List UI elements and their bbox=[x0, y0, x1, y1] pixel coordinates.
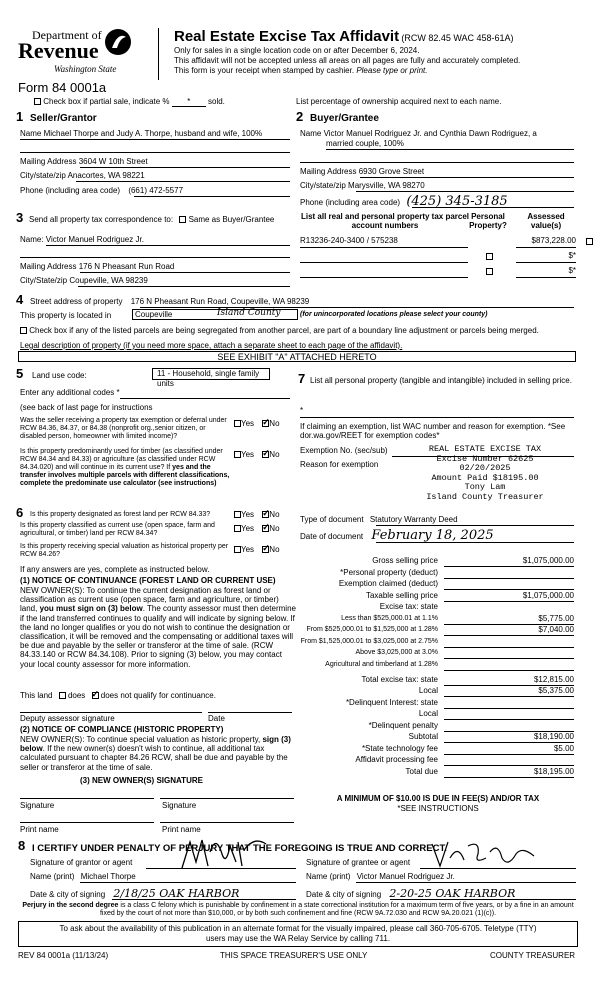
forest-q2-no-checkbox[interactable] bbox=[262, 525, 269, 532]
perjury-text: is a class C felony which is punishable by confinement in a state correctional institution for a maximum term of five years, or by a fine in an amount fixed by the court of not more than $10,000, or by both such confinement and fine (RCW 9A.72.030 and RCW 9A.20.021 (1)(c)). bbox=[99, 902, 574, 918]
buyer-city-row bbox=[300, 181, 425, 190]
same-as-buyer-checkbox[interactable] bbox=[179, 216, 186, 223]
buyer-heading: Buyer/Grantee bbox=[310, 113, 379, 124]
notice1-body-b: . The county assessor must then determine if the land transferred continues to qualify and will indicate by signing below. If the land no longer qualifies or you do not wish to continue the designation or classification, it will be removed and the compensating or additional taxes will be due and payable by the seller or transferor at the time of sale. (RCW 84.33.140 or RCW 84.34.108). Prior to signing (3) below, you may contact your local county assessor for more information. bbox=[20, 604, 296, 669]
tax-row-value[interactable] bbox=[444, 637, 574, 648]
q2-answers bbox=[234, 450, 280, 459]
parcel-row bbox=[300, 266, 576, 276]
tax-row bbox=[296, 721, 576, 733]
buyer-name-label: Name bbox=[300, 129, 322, 138]
tax-row bbox=[296, 767, 576, 779]
legal-label: Legal description of property (if you need more space, attach a separate sheet to each page of the affidavit). bbox=[20, 341, 403, 350]
parcel-number[interactable]: R13236-240-3400 / 575238 bbox=[300, 236, 398, 245]
assessed-value[interactable]: $873,228.00 bbox=[531, 236, 576, 245]
street-row bbox=[30, 297, 309, 306]
deputy-sig-label: Deputy assessor signature bbox=[20, 714, 115, 723]
additional-codes-value[interactable]: * bbox=[116, 388, 120, 397]
correspondence-label: Send all property tax correspondence to: bbox=[29, 215, 174, 224]
doc-type-field[interactable]: Statutory Warranty Deed bbox=[369, 515, 458, 524]
seller-name-label: Name bbox=[20, 129, 42, 138]
complete-note: If any answers are yes, complete as instructed below. bbox=[20, 565, 210, 574]
additional-codes-label: Enter any additional codes bbox=[20, 388, 115, 397]
section-7-number: 7 bbox=[298, 371, 306, 386]
personal-property-checkbox[interactable] bbox=[486, 268, 493, 275]
exemption-note: If claiming an exemption, list WAC number and reason for exemption. *See dor.wa.gov/REET for exemption codes* bbox=[300, 422, 566, 441]
segregated-label: Check box if any of the listed parcels are being segregated from another parcel, are part of a boundary line adjustment or parcels being merged. bbox=[29, 326, 539, 335]
tax-row-value[interactable]: $5.00 bbox=[444, 744, 574, 755]
notice1-body-a: NEW OWNER(S): To continue the current designation as forest land or classification as current use (open space, farm and agriculture, or timber) land, bbox=[20, 586, 279, 614]
q1-yes-checkbox[interactable] bbox=[234, 420, 241, 427]
footer-county: COUNTY TREASURER bbox=[490, 951, 576, 960]
forest-q1-answers bbox=[234, 510, 280, 519]
buyer-phone-label: Phone (including area code) bbox=[300, 198, 401, 207]
tax-row-label: *State technology fee bbox=[361, 743, 438, 753]
tax-row-label: *Delinquent penalty bbox=[368, 720, 438, 730]
exemption-deferral-question: Was the seller receiving a property tax exemption or deferral under RCW 84.36, 84.37, or 84.38 (nonprofit org.,senior citizen, or disabled person, homeowner with limited income)? bbox=[20, 417, 227, 441]
perjury-notice bbox=[18, 902, 578, 918]
stamp-line4: Amount Paid $18195.00 bbox=[431, 472, 539, 483]
tax-row bbox=[296, 744, 576, 756]
legal-description-box[interactable] bbox=[18, 351, 576, 362]
tax-row-value[interactable] bbox=[444, 721, 574, 732]
county-handwritten: Island County bbox=[217, 308, 281, 318]
tax-row bbox=[296, 686, 576, 698]
unincorporated-note: (for unincorporated locations please select your county) bbox=[300, 311, 488, 318]
seller-city-field[interactable]: Anacortes, WA 98221 bbox=[67, 171, 145, 180]
corr-mailing-label: Mailing Address bbox=[20, 262, 77, 271]
tax-row-label: Less than $525,000.01 at 1.1% bbox=[341, 614, 438, 622]
seller-phone-label: Phone (including area code) bbox=[20, 186, 121, 195]
land-use-select[interactable] bbox=[152, 368, 270, 388]
tax-row-label: Exemption claimed (deduct) bbox=[338, 579, 438, 588]
dor-logo bbox=[18, 26, 148, 78]
forest-q2-answers bbox=[234, 524, 280, 533]
buyer-mailing-label: Mailing Address bbox=[300, 167, 357, 176]
does-checkbox[interactable] bbox=[59, 692, 66, 699]
tax-row-value[interactable]: $5,775.00 bbox=[444, 614, 574, 625]
personal-property-checkbox[interactable] bbox=[586, 238, 593, 245]
notice2-title: (2) NOTICE OF COMPLIANCE (HISTORIC PROPERTY) bbox=[20, 725, 224, 734]
availability-text: To ask about the availability of this publication in an alternate format for the visually impaired, please call 360-705-6705. Teletype (TTY) users may use the WA Relay Service by calling 711. bbox=[59, 924, 537, 943]
corr-mailing-field[interactable]: 176 N Pheasant Run Road bbox=[78, 262, 175, 271]
segregated-row bbox=[20, 326, 539, 335]
q2-no-label: No bbox=[269, 450, 280, 459]
corr-name-field[interactable]: Victor Manuel Rodriguez Jr. bbox=[45, 235, 144, 244]
tax-row-label: Agricultural and timberland at 1.28% bbox=[325, 660, 438, 668]
corr-city-row bbox=[20, 276, 148, 285]
form-title: Real Estate Excise Tax Affidavit bbox=[174, 28, 400, 45]
tax-row-value[interactable] bbox=[444, 709, 574, 720]
notice2-body-a: NEW OWNER(S): To continue special valuation as historic property, bbox=[20, 735, 263, 744]
tax-row-value[interactable]: $12,815.00 bbox=[444, 675, 574, 686]
q1-no-checkbox[interactable] bbox=[262, 420, 269, 427]
tax-row bbox=[296, 637, 576, 649]
section-2-number: 2 bbox=[296, 109, 304, 124]
tax-row bbox=[296, 698, 576, 710]
grantee-name-field[interactable]: Victor Manuel Rodriguez Jr. bbox=[356, 872, 455, 881]
form-number: Form 84 0001a bbox=[18, 80, 107, 95]
tax-row-label: From $1,525,000.01 to $3,025,000 at 2.75% bbox=[300, 637, 438, 645]
tax-row-value[interactable] bbox=[444, 579, 574, 590]
ownership-note: List percentage of ownership acquired next to each name. bbox=[296, 97, 502, 106]
grantor-name-field[interactable]: Michael Thorpe bbox=[80, 872, 136, 881]
owner2-print-label: Print name bbox=[162, 825, 201, 834]
doc-type-label: Type of document bbox=[300, 515, 364, 524]
section-8-number: 8 bbox=[18, 838, 26, 853]
notice2-body bbox=[20, 735, 298, 772]
assessed-value[interactable]: $* bbox=[568, 266, 576, 275]
partial-sale-row bbox=[34, 97, 225, 107]
personal-property-checkbox[interactable] bbox=[486, 253, 493, 260]
located-label: This property is located in bbox=[20, 311, 112, 320]
header-line3-italic: Please type or print. bbox=[356, 66, 428, 75]
forest-q3-yes-checkbox[interactable] bbox=[234, 546, 241, 553]
tax-row bbox=[296, 591, 576, 603]
tax-row-value[interactable]: $18,195.00 bbox=[444, 767, 574, 778]
seller-name-row bbox=[20, 129, 262, 138]
tax-row bbox=[296, 556, 576, 568]
stamp-line2: Excise Number 62625 bbox=[436, 453, 534, 464]
tax-row-value[interactable] bbox=[444, 755, 574, 766]
tax-row-value[interactable]: $7,040.00 bbox=[444, 625, 574, 636]
tax-row-value[interactable]: $1,075,000.00 bbox=[444, 591, 574, 602]
tax-row-label: Affidavit processing fee bbox=[355, 755, 438, 764]
grantor-sig-label: Signature of grantor or agent bbox=[30, 858, 133, 867]
parcel-row bbox=[300, 251, 576, 261]
forest-q3-no-label: No bbox=[269, 545, 280, 554]
tax-row bbox=[296, 732, 576, 744]
forest-q1-yes-label: Yes bbox=[241, 510, 255, 519]
footer-rev: REV 84 0001a (11/13/24) bbox=[18, 951, 109, 960]
dept-line1: Department of bbox=[32, 28, 102, 42]
corr-city-label: City/State/zip bbox=[20, 276, 68, 285]
tax-row-label: Total excise tax: state bbox=[361, 674, 438, 684]
tax-row bbox=[296, 675, 576, 687]
tax-row-value[interactable] bbox=[444, 568, 574, 579]
doc-date-label: Date of document bbox=[300, 532, 364, 541]
tax-row-value[interactable]: $5,375.00 bbox=[444, 686, 574, 697]
section-1-number: 1 bbox=[16, 109, 24, 124]
q1-answers bbox=[234, 419, 280, 428]
does-not-checkbox[interactable] bbox=[92, 692, 99, 699]
stamp-line1: REAL ESTATE EXCISE TAX bbox=[428, 444, 542, 454]
grantee-name-label: Name (print) bbox=[306, 872, 351, 881]
corr-name-row bbox=[20, 235, 144, 244]
deputy-date-label: Date bbox=[208, 714, 225, 723]
tax-row-label: Local bbox=[418, 686, 438, 695]
tax-row-value[interactable]: $18,190.00 bbox=[444, 732, 574, 743]
notice3-title: (3) NEW OWNER(S) SIGNATURE bbox=[80, 776, 203, 785]
located-select[interactable] bbox=[132, 309, 298, 320]
seller-name-field[interactable]: Michael Thorpe and Judy A. Thorpe, husband and wife, 100% bbox=[43, 129, 263, 138]
forest-q2-yes-checkbox[interactable] bbox=[234, 525, 241, 532]
seller-mailing-field[interactable]: 3604 W 10th Street bbox=[78, 157, 148, 166]
partial-sale-checkbox[interactable] bbox=[34, 98, 41, 105]
tax-row-label: *Personal property (deduct) bbox=[340, 567, 438, 577]
q1-yes-label: Yes bbox=[241, 419, 255, 428]
buyer-mailing-row bbox=[300, 167, 424, 176]
assessed-col-header: Assessed value(s) bbox=[527, 212, 565, 231]
stamp-line3: 02/20/2025 bbox=[459, 463, 511, 474]
land-use-value: 11 - Household, single family units bbox=[157, 369, 260, 388]
forest-q3-answers bbox=[234, 545, 280, 554]
tax-row-label: Total due bbox=[405, 766, 438, 776]
forest-q3-no-checkbox[interactable] bbox=[262, 546, 269, 553]
treasurer-stamp bbox=[400, 445, 570, 502]
tax-row bbox=[296, 625, 576, 637]
forest-q1-yes-checkbox[interactable] bbox=[234, 511, 241, 518]
seller-mailing-row bbox=[20, 157, 148, 166]
street-label: Street address of property bbox=[30, 297, 123, 306]
personal-property-label: List all personal property (tangible and intangible) included in selling price. bbox=[310, 376, 572, 385]
tax-row bbox=[296, 648, 576, 660]
form-title-ref: (RCW 82.45 WAC 458-61A) bbox=[401, 33, 514, 43]
tax-row bbox=[296, 709, 576, 721]
notice2-bold: sign (3) below bbox=[20, 735, 291, 754]
tax-row-label: Above $3,025,000 at 3.0% bbox=[355, 649, 438, 656]
q2-no-checkbox[interactable] bbox=[262, 451, 269, 458]
header-line3-row bbox=[174, 66, 427, 75]
dor-emblem-icon bbox=[104, 28, 132, 56]
tax-row-label: Excise tax: state bbox=[379, 602, 438, 611]
corr-mailing-row bbox=[20, 262, 174, 271]
doc-date-field[interactable]: February 18, 2025 bbox=[371, 528, 494, 543]
header-line1: Only for sales in a single location code on or after December 6, 2024. bbox=[174, 46, 420, 55]
tax-row-label: *Delinquent Interest: state bbox=[345, 697, 438, 707]
located-value: Coupeville bbox=[135, 310, 173, 319]
street-field[interactable]: 176 N Pheasant Run Road, Coupeville, WA 98239 bbox=[130, 297, 310, 306]
dept-line3: Washington State bbox=[54, 64, 117, 74]
tax-row-label: Taxable selling price bbox=[365, 590, 438, 600]
buyer-phone-field[interactable]: (425) 345-3185 bbox=[406, 194, 508, 209]
grantee-name-row bbox=[306, 872, 455, 881]
timber-question-bold: yes and the transfer involves multiple parcels with different classifications, complete the predominate use calculator (see instructions) bbox=[20, 464, 230, 488]
buyer-name-line1[interactable]: Victor Manuel Rodriguez Jr. and Cynthia Dawn Rodriguez, a bbox=[323, 129, 537, 138]
partial-sale-sold: sold. bbox=[208, 97, 225, 106]
continuance-row bbox=[20, 691, 216, 700]
forest-q3-yes-label: Yes bbox=[241, 545, 255, 554]
seller-phone-row bbox=[20, 186, 183, 195]
stamp-line6: Island County Treasurer bbox=[426, 491, 544, 502]
seller-phone-field[interactable]: (661) 472-5577 bbox=[128, 186, 184, 195]
grantee-date-label: Date & city of signing bbox=[306, 890, 382, 899]
form-title-row bbox=[174, 28, 514, 45]
timber-question bbox=[20, 448, 232, 488]
footer-treasurer-space: THIS SPACE TREASURER'S USE ONLY bbox=[220, 951, 368, 960]
grantor-name-row bbox=[30, 872, 136, 881]
segregated-checkbox[interactable] bbox=[20, 327, 27, 334]
same-as-buyer-label: Same as Buyer/Grantee bbox=[188, 215, 275, 224]
forest-q2-no-label: No bbox=[269, 524, 280, 533]
forest-q3: Is this property receiving special valuation as historical property per RCW 84.26? bbox=[20, 543, 229, 559]
tax-row-value[interactable]: $1,075,000.00 bbox=[444, 556, 574, 567]
notice1-title: (1) NOTICE OF CONTINUANCE (FOREST LAND OR CURRENT USE) bbox=[20, 576, 276, 585]
does-not-label: does not qualify for continuance. bbox=[100, 691, 216, 700]
tax-row bbox=[296, 602, 576, 614]
grantee-date-field[interactable]: 2-20-25 OAK HARBOR bbox=[389, 887, 516, 900]
tax-row-label: Gross selling price bbox=[372, 556, 438, 565]
tax-row bbox=[296, 579, 576, 591]
header-line3: This form is your receipt when stamped by cashier. bbox=[174, 66, 355, 75]
reason-label: Reason for exemption bbox=[300, 460, 379, 469]
grantor-signature[interactable] bbox=[180, 832, 270, 872]
seller-heading: Seller/Grantor bbox=[30, 113, 97, 124]
tax-row-value[interactable] bbox=[444, 698, 574, 709]
dept-line2: Revenue bbox=[18, 38, 99, 63]
timber-question-text: Is this property predominantly used for timber (as classified under RCW 84.34 and 84.33) or agriculture (as classified under RCW 84.34.020) and will continue in its current use? If bbox=[20, 448, 223, 472]
doc-type-row bbox=[300, 515, 458, 524]
buyer-city-field[interactable]: Marysville, WA 98270 bbox=[348, 181, 425, 190]
q2-yes-label: Yes bbox=[241, 450, 255, 459]
legal-description-value: SEE EXHIBIT "A" ATTACHED HERETO bbox=[217, 352, 377, 362]
see-back-note: (see back of last page for instructions bbox=[20, 403, 153, 412]
grantor-date-label: Date & city of signing bbox=[30, 890, 106, 899]
owner-signature-label: Signature bbox=[20, 801, 55, 810]
buyer-city-label: City/state/zip bbox=[300, 181, 346, 190]
header-line2: This affidavit will not be accepted unless all areas on all pages are fully and accurately completed. bbox=[174, 56, 521, 65]
section-5-number: 5 bbox=[16, 366, 24, 381]
tax-calc-table bbox=[296, 556, 576, 778]
forest-q1-no-label: No bbox=[269, 510, 280, 519]
grantor-name-label: Name (print) bbox=[30, 872, 75, 881]
tax-row bbox=[296, 755, 576, 767]
perjury-bold: Perjury in the second degree bbox=[22, 902, 119, 909]
parcel-row bbox=[300, 236, 576, 246]
tax-row bbox=[296, 660, 576, 675]
grantee-signature[interactable] bbox=[430, 838, 540, 872]
grantor-date-field[interactable]: 2/18/25 OAK HARBOR bbox=[113, 887, 240, 900]
does-label: does bbox=[67, 691, 86, 700]
tax-row-label: From $525,000.01 to $1,525,000 at 1.28% bbox=[306, 626, 438, 633]
notice2-body-b: . If the new owner(s) doesn't wish to continue, all additional tax calculated pursuant to chapter 84.26 RCW, shall be due and payable by the seller or transferor at the time of sale. bbox=[20, 744, 288, 772]
parcel-col-header: List all real and personal property tax parcel account numbers bbox=[300, 212, 470, 231]
seller-city-label: City/state/zip bbox=[20, 171, 66, 180]
correspondence-row bbox=[29, 215, 274, 224]
certify-statement: I CERTIFY UNDER PENALTY OF PERJURY THAT THE FOREGOING IS TRUE AND CORRECT. bbox=[32, 843, 447, 854]
land-use-label: Land use code: bbox=[32, 371, 87, 380]
forest-q2-yes-label: Yes bbox=[241, 524, 255, 533]
this-land-label: This land bbox=[20, 691, 53, 700]
owner-print-label: Print name bbox=[20, 825, 59, 834]
tax-row-value[interactable] bbox=[444, 648, 574, 659]
forest-q2: Is this property classified as current use (open space, farm and agricultural, or timber) land per RCW 84.34? bbox=[20, 522, 215, 538]
partial-sale-label: Check box if partial sale, indicate % bbox=[43, 97, 170, 106]
stamp-line5: Tony Lam bbox=[464, 482, 506, 493]
see-instructions: *SEE INSTRUCTIONS bbox=[397, 804, 479, 813]
corr-name-label: Name: bbox=[20, 235, 44, 244]
seller-city-row bbox=[20, 171, 145, 180]
seller-mailing-label: Mailing Address bbox=[20, 157, 77, 166]
personal-col-header: Personal Property? bbox=[469, 212, 507, 231]
tax-row-label: Local bbox=[418, 709, 438, 718]
exemption-no-label: Exemption No. (sec/sub) bbox=[300, 446, 388, 455]
buyer-name-line2[interactable]: married couple, 100% bbox=[326, 139, 404, 148]
section-4-number: 4 bbox=[16, 292, 24, 307]
tax-row-label: Subtotal bbox=[408, 732, 438, 741]
notice1-body bbox=[20, 586, 298, 669]
q1-no-label: No bbox=[269, 419, 280, 428]
corr-city-field[interactable]: Coupeville, WA 98239 bbox=[69, 276, 148, 285]
tax-row bbox=[296, 568, 576, 580]
grantee-sig-label: Signature of grantee or agent bbox=[306, 858, 411, 867]
owner2-signature-label: Signature bbox=[162, 801, 197, 810]
q2-yes-checkbox[interactable] bbox=[234, 451, 241, 458]
section-6-number: 6 bbox=[16, 505, 24, 520]
buyer-name-row bbox=[300, 129, 537, 138]
forest-q1: Is this property designated as forest land per RCW 84.33? bbox=[30, 511, 211, 518]
minimum-note: A MINIMUM OF $10.00 IS DUE IN FEE(S) AND/OR TAX bbox=[336, 794, 540, 803]
section-3-number: 3 bbox=[16, 210, 24, 225]
forest-q1-no-checkbox[interactable] bbox=[262, 511, 269, 518]
assessed-value[interactable]: $* bbox=[568, 251, 576, 260]
additional-codes-row bbox=[20, 388, 120, 397]
notice1-bold: you must sign on (3) below bbox=[39, 604, 143, 614]
tax-row-value[interactable] bbox=[444, 660, 574, 671]
availability-box bbox=[18, 921, 578, 947]
buyer-mailing-field[interactable]: 6930 Grove Street bbox=[358, 167, 425, 176]
tax-row bbox=[296, 614, 576, 626]
tax-row-value bbox=[444, 602, 574, 612]
personal-property-value[interactable]: * bbox=[300, 406, 304, 415]
partial-sale-value[interactable]: * bbox=[172, 97, 206, 107]
